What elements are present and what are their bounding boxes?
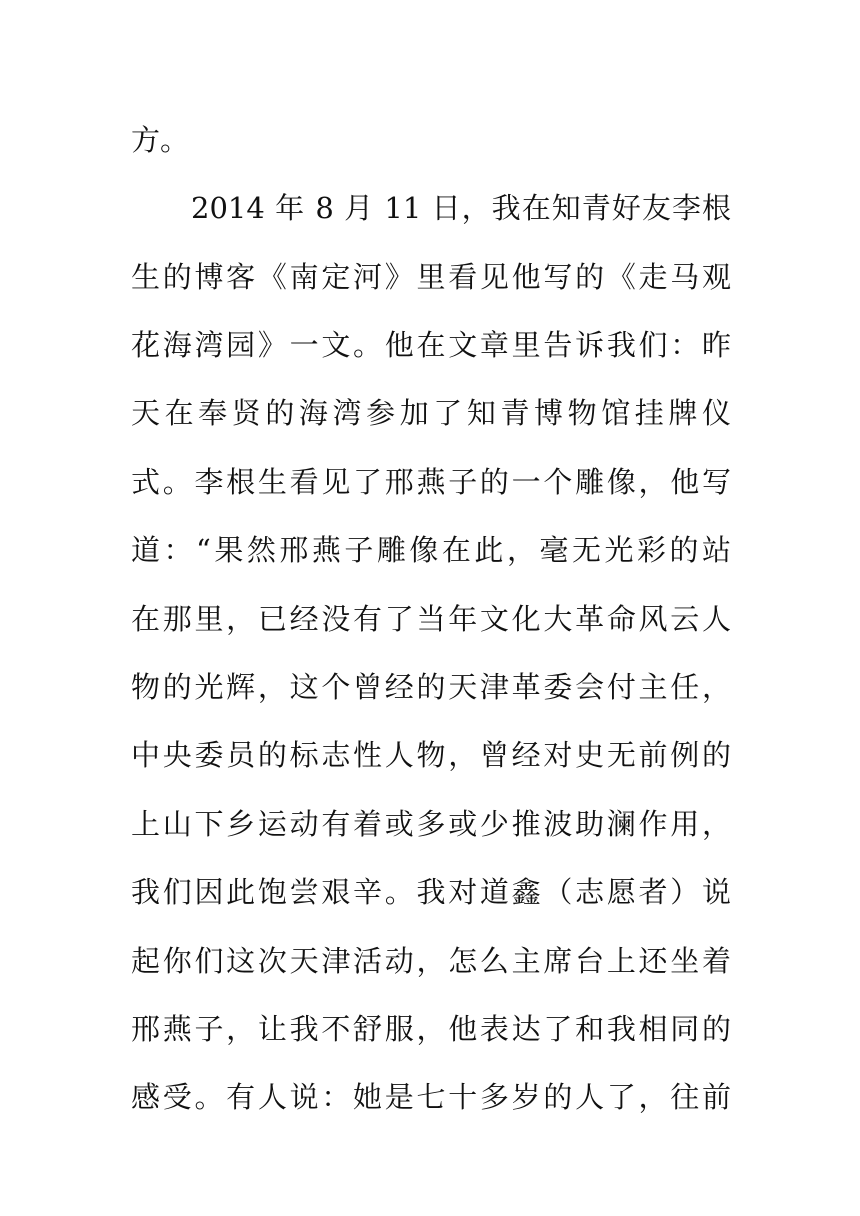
text-line-14: 邢燕子，让我不舒服，他表达了和我相同的	[131, 1012, 731, 1046]
text-line-15: 感受。有人说：她是七十多岁的人了，往前	[131, 1080, 731, 1114]
text-line-8: 在那里，已经没有了当年文化大革命风云人	[131, 602, 731, 636]
text-line-5: 天在奉贤的海湾参加了知青博物馆挂牌仪	[131, 396, 731, 430]
text-line-10: 中央委员的标志性人物，曾经对史无前例的	[131, 738, 731, 772]
text-line-9: 物的光辉，这个曾经的天津革委会付主任，	[131, 670, 731, 704]
text-line-11: 上山下乡运动有着或多或少推波助澜作用，	[131, 807, 731, 841]
text-line-7: 道：“果然邢燕子雕像在此，毫无光彩的站	[131, 533, 731, 567]
text-line-1: 方。	[131, 123, 190, 157]
text-line-2: 2014 年 8 月 11 日，我在知青好友李根	[191, 191, 731, 225]
text-line-12: 我们因此饱尝艰辛。我对道鑫（志愿者）说	[131, 875, 731, 909]
text-line-6: 式。李根生看见了邢燕子的一个雕像，他写	[131, 465, 731, 499]
text-line-4: 花海湾园》一文。他在文章里告诉我们：昨	[131, 328, 731, 362]
text-line-13: 起你们这次天津活动，怎么主席台上还坐着	[131, 944, 731, 978]
text-line-3: 生的博客《南定河》里看见他写的《走马观	[131, 260, 731, 294]
